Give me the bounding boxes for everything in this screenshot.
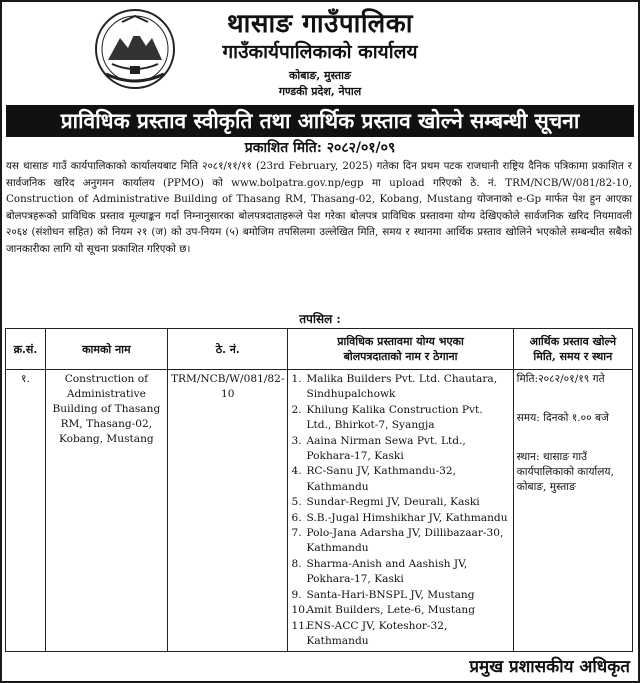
list-item	[291, 434, 509, 465]
bidder-name: Aaina Nirman Sewa Pvt. Ltd., Pokhara-17, Kaski	[306, 434, 466, 463]
notice-body: यस थासाङ गाउँ कार्यपालिकाको कार्यालयबाट मिति २०८१/११/११ (23rd February, 2025) गतेका दिन प्रथम पटक राजधानी राष्ट्रिय दैनिक पत्रिकामा प्रकाशित र सार्वजनिक खरिद अनुगमन कार्यालय (PPMO) को www.bolpatra.gov.np/egp मा upload गरिएको ठे. नं. TRM/NCB/W/081/82-10, Construction of Administrative Building of Thasang RM, Thasang-02, Kobang, Mustang योजनाको e-Gp मार्फत पेश हुन आएका बोलपत्रहरूको प्राविधिक प्रस्ताव मूल्याङ्कन गर्दा निम्नानुसारका बोलपत्रदाताहरूले पेश गरेका बोलपत्र प्राविधिक प्रस्तावमा योग्य देखिएकोले सार्वजनिक खरिद नियमावली २०६४ (संशोधन सहित) को नियम २१ (ज) को उप-नियम (५) बमोजिम तपसिलमा उल्लेखित मिति, समय र स्थानमा आर्थिक प्रस्ताव खोलिने भएकोले सम्बन्धीत सबैको जानकारीका लागि यो सूचना प्रकाशित गरिएको छ।	[6, 160, 632, 255]
tapasil-heading: तपसिल :	[299, 312, 341, 326]
row-financial	[513, 370, 632, 652]
bid-table	[5, 328, 633, 652]
bidder-num: 6.	[291, 511, 302, 524]
list-item	[291, 511, 509, 526]
bidder-num: 8.	[291, 557, 302, 570]
list-item	[291, 372, 509, 403]
list-item	[291, 403, 509, 434]
bidder-num: 7.	[291, 527, 302, 540]
bidder-num: 2.	[291, 403, 302, 416]
bidder-name: Malika Builders Pvt. Ltd. Chautara, Sindhupalchowk	[306, 373, 498, 401]
notice-title-banner: प्राविधिक प्रस्ताव स्वीकृति तथा आर्थिक प्रस्ताव खोल्ने सम्बन्धी सूचना	[6, 105, 634, 137]
bidder-name: Polo-Jana Adarsha JV, Dillibazaar-30, Kathmandu	[306, 527, 504, 555]
bidder-name: ENS-ACC JV, Koteshor-32, Kathmandu	[306, 619, 448, 647]
bidder-name: Amit Builders, Lete-6, Mustang	[306, 604, 476, 617]
org-name: थासाङ गाउँपालिका	[227, 9, 413, 39]
bidder-num: 4.	[291, 465, 302, 478]
financial-place: स्थान: थासाङ गाउँ कार्यपालिकाको कार्यालय, कोबाङ, मुस्ताङ	[516, 451, 614, 493]
header-sn: क्र.सं.	[6, 329, 46, 370]
header-bidders-line1: प्राविधिक प्रस्तावमा योग्य भएका	[337, 335, 464, 348]
office-name: गाउँकार्यपालिकाको कार्यालय	[222, 41, 418, 63]
bidder-num: 9.	[291, 588, 302, 601]
financial-date: मिति:२०८२/०१/१९ गते	[516, 373, 605, 385]
list-item	[291, 464, 509, 495]
table-header-row	[6, 329, 633, 370]
published-date: प्रकाशित मिति: २०८२/०१/०९	[244, 140, 396, 156]
bidder-name: Santa-Hari-BNSPL JV, Mustang	[306, 588, 475, 601]
list-item	[291, 526, 509, 557]
list-item	[291, 495, 509, 510]
bidder-name: Khilung Kalika Construction Pvt. Ltd., Bhirkot-7, Syangja	[306, 403, 483, 432]
bidder-name: S.B.-Jugal Himshikhar JV, Kathmandu	[306, 511, 508, 524]
province: गण्डकी प्रदेश, नेपाल	[278, 85, 362, 98]
list-item	[291, 557, 509, 588]
office-address: कोबाङ, मुस्ताङ	[288, 69, 352, 82]
row-ref: TRM/NCB/W/081/82-10	[167, 370, 288, 652]
row-work: Construction of Administrative Building of Thasang RM, Thasang-02, Kobang, Mustang	[45, 370, 167, 652]
row-sn: १.	[6, 370, 46, 652]
bidder-num: 10.	[291, 604, 309, 617]
list-item	[291, 619, 509, 650]
header-bidders-line2: बोलपत्रदाताको नाम र ठेगाना	[343, 350, 458, 363]
bidder-num: 11.	[291, 619, 309, 632]
bidder-name: Sharma-Anish and Aashish JV, Pokhara-17, Kaski	[306, 557, 468, 586]
list-item	[291, 588, 509, 603]
table-row	[6, 370, 633, 652]
header-work: कामको नाम	[45, 329, 167, 370]
bidder-num: 1.	[291, 373, 302, 385]
bidder-num: 5.	[291, 496, 302, 509]
header	[2, 2, 638, 102]
financial-time: समय: दिनको १.०० बजे	[516, 412, 609, 424]
bidder-name: RC-Sanu JV, Kathmandu-32, Kathmandu	[306, 465, 457, 493]
bidder-num: 3.	[291, 434, 302, 447]
header-ref: ठे. नं.	[167, 329, 288, 370]
bidder-list	[291, 372, 509, 649]
list-item	[291, 603, 509, 618]
header-bidders	[288, 329, 513, 370]
header-financial-line2: मिति, समय र स्थान	[533, 350, 613, 363]
bidder-name: Sundar-Regmi JV, Deurali, Kaski	[306, 496, 480, 509]
signature-title: प्रमुख प्रशासकीय अधिकृत	[469, 657, 630, 677]
row-bidders	[288, 370, 513, 652]
header-financial	[513, 329, 632, 370]
header-financial-line1: आर्थिक प्रस्ताव खोल्ने	[529, 335, 617, 348]
